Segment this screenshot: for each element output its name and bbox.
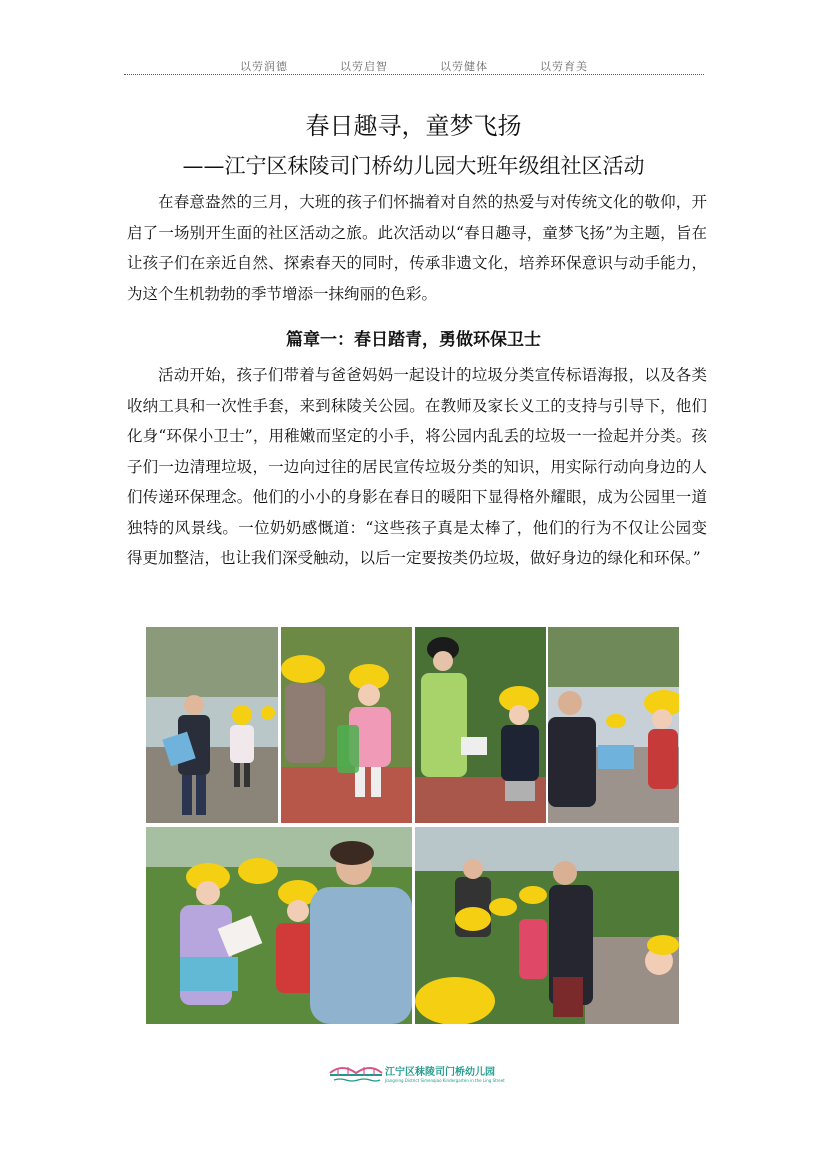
header-motto-2: 以劳启智 (340, 60, 388, 73)
photo-children-picking-trash (281, 627, 412, 823)
photo-teacher-with-children (415, 627, 546, 823)
park-photo-icon (146, 827, 412, 1024)
photo-children-with-poster (146, 627, 278, 823)
bridge-logo-icon (328, 1059, 384, 1087)
chapter-paragraph: 活动开始，孩子们带着与爸爸妈妈一起设计的垃圾分类宣传标语海报，以及各类收纳工具和一次性手套，来到秣陵关公园。在教师及家长义工的支持与引导下，他们化身“环保小卫士”，用稚嫩而坚定的小手，将公园内乱丢的垃圾一一捡起并分类。孩子们一边清理垃圾，一边向过往的居民宣传垃圾分类的知识，用实际行动向身边的人们传递环保理念。他们的小小的身影在春日的暖阳下显得格外耀眼，成为公园里一道独特的风景线。一位奶奶感慨道：“这些孩子真是太棒了，他们的行为不仅让公园变得更加整洁，也让我们深受触动，以后一定要按类仍垃圾，做好身边的绿化和环保。” (127, 366, 707, 567)
header-motto-3: 以劳健体 (440, 60, 488, 73)
school-name: 江宁区秣陵司门桥幼儿园 (385, 1067, 495, 1078)
photo-resident-with-children (548, 627, 679, 823)
intro-paragraph: 在春意盎然的三月，大班的孩子们怀揣着对自然的热爱与对传统文化的敬仰，开启了一场别开生面的社区活动之旅。此次活动以“春日趣寻，童梦飞扬”为主题，旨在让孩子们在亲近自然、探索春天的同时，传承非遗文化，培养环保意识与动手能力，为这个生机勃勃的季节增添一抹绚丽的色彩。 (127, 193, 707, 303)
header-motto-4: 以劳育美 (540, 60, 588, 73)
photo-grandmother-reading-poster (146, 827, 412, 1024)
photo-children-promoting-to-residents (415, 827, 679, 1024)
page-subtitle: ——江宁区秣陵司门桥幼儿园大班年级组社区活动 (182, 154, 645, 178)
park-photo-icon (415, 827, 679, 1024)
chapter-heading: 篇章一：春日踏青，勇做环保卫士 (286, 330, 541, 350)
page-title: 春日趣寻，童梦飞扬 (305, 112, 522, 140)
header-divider (124, 74, 704, 75)
park-photo-icon (548, 627, 679, 823)
park-photo-icon (281, 627, 412, 823)
school-name-en: Jiangning District Simenqiao Kindergarten in the Ling Street (385, 1078, 505, 1083)
park-photo-icon (415, 627, 546, 823)
header-motto-1: 以劳润德 (240, 60, 288, 73)
park-photo-icon (146, 627, 278, 823)
page-header (0, 58, 827, 78)
